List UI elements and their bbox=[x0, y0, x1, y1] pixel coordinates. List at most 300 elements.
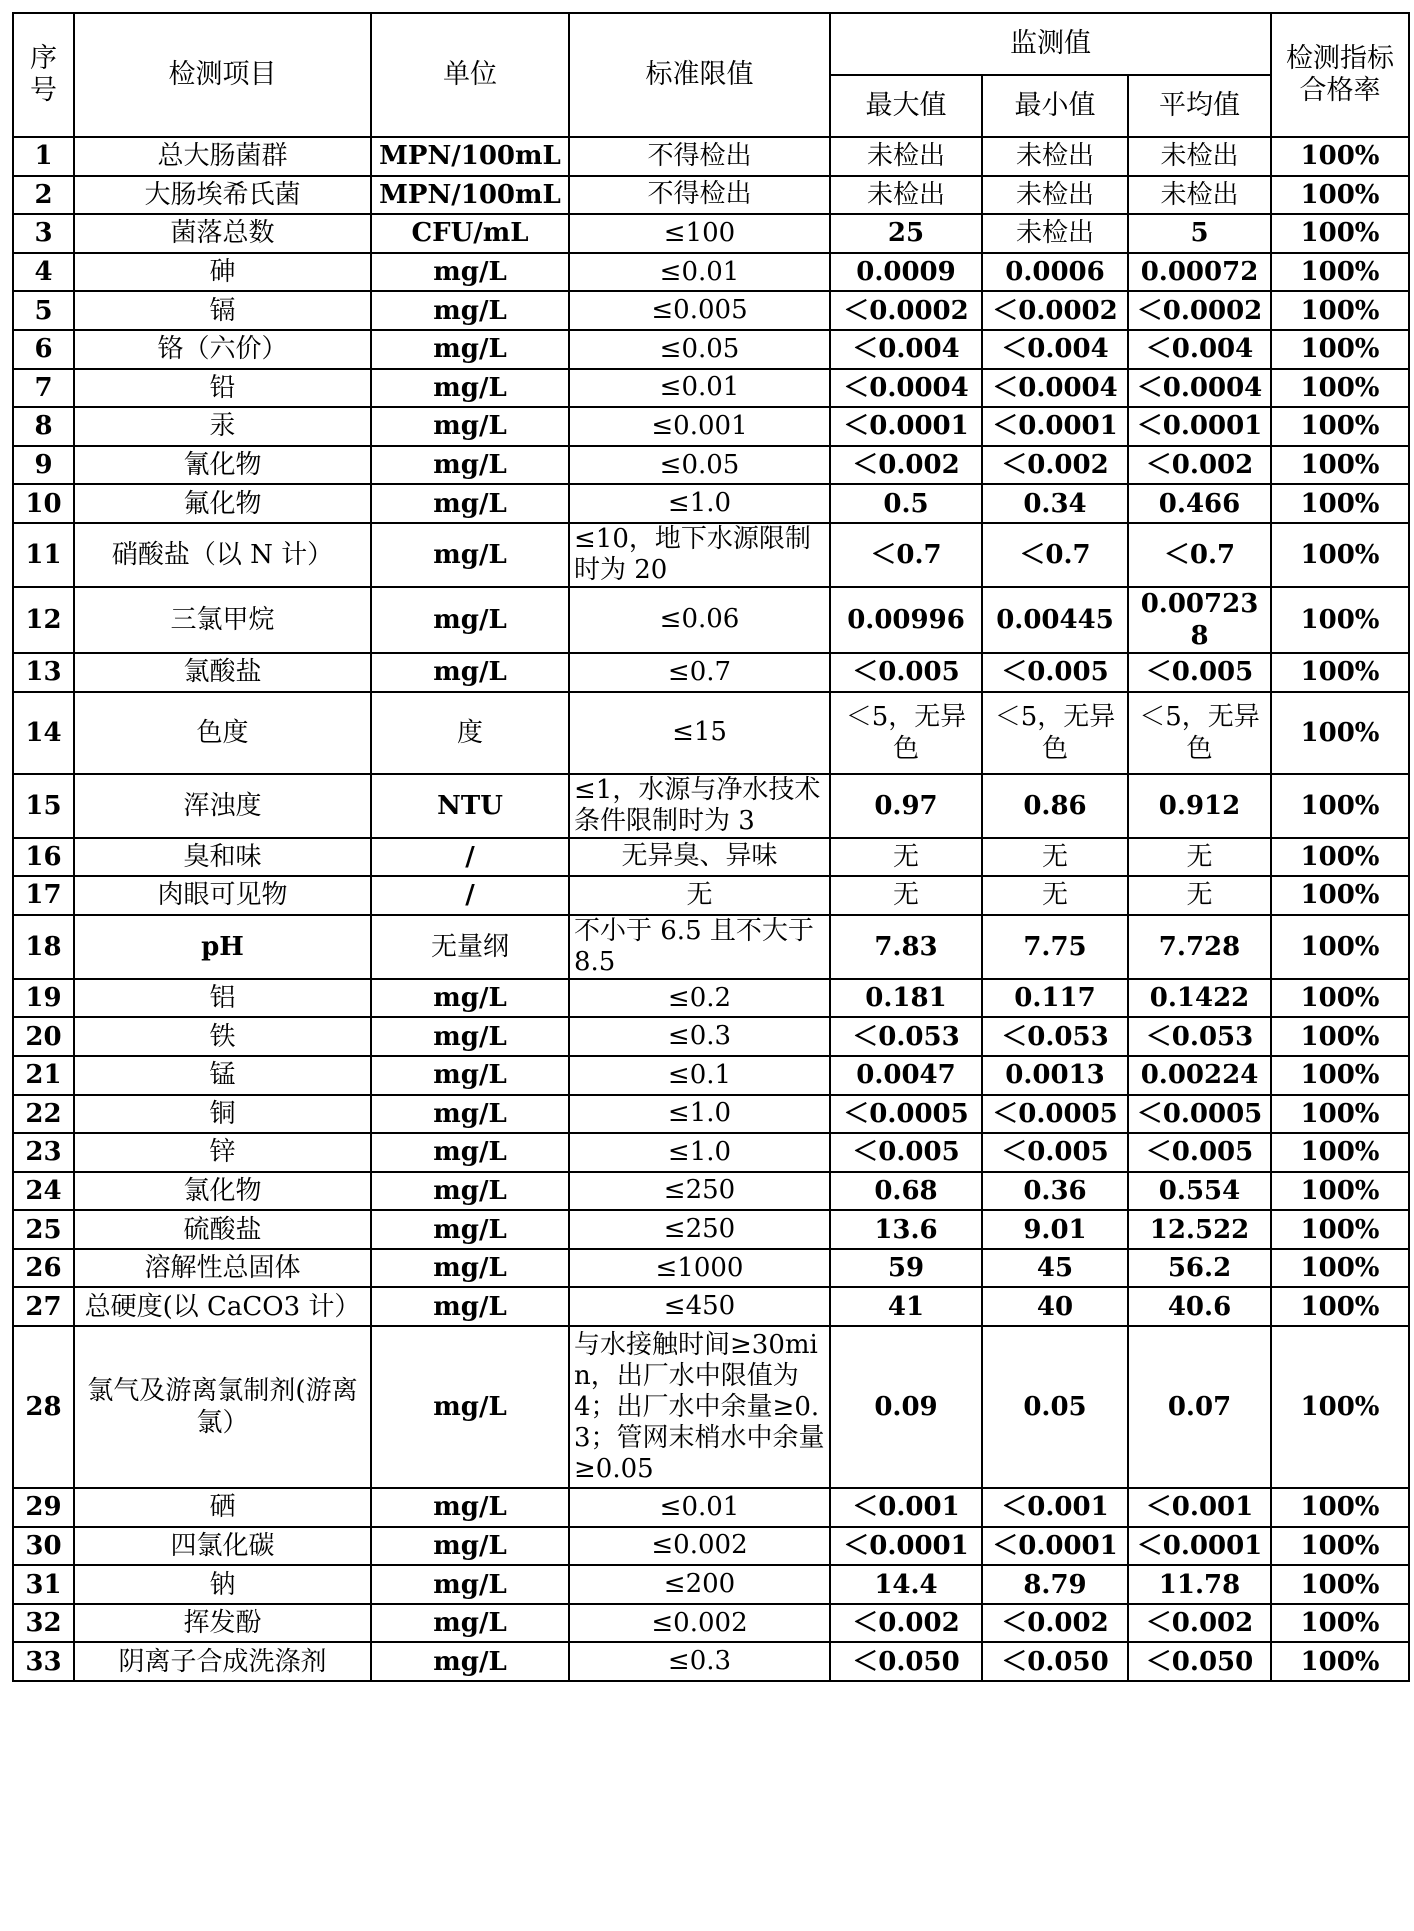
cell-pass-rate: 100% bbox=[1271, 587, 1409, 653]
cell-avg: ＜0.005 bbox=[1128, 653, 1271, 692]
cell-seq: 25 bbox=[13, 1210, 74, 1249]
table-row bbox=[13, 1287, 1409, 1326]
cell-item: 大肠埃希氏菌 bbox=[74, 176, 371, 215]
cell-standard: 无 bbox=[569, 876, 830, 915]
cell-max: 14.4 bbox=[830, 1565, 982, 1604]
cell-pass-rate: 100% bbox=[1271, 692, 1409, 774]
cell-standard: ≤0.3 bbox=[569, 1642, 830, 1681]
cell-pass-rate: 100% bbox=[1271, 876, 1409, 915]
cell-max: 13.6 bbox=[830, 1210, 982, 1249]
table-row bbox=[13, 484, 1409, 523]
cell-pass-rate: 100% bbox=[1271, 979, 1409, 1018]
table-row bbox=[13, 214, 1409, 253]
cell-standard: 不得检出 bbox=[569, 137, 830, 176]
cell-seq: 16 bbox=[13, 838, 74, 877]
cell-item: 氰化物 bbox=[74, 446, 371, 485]
table-row bbox=[13, 253, 1409, 292]
cell-pass-rate: 100% bbox=[1271, 653, 1409, 692]
cell-min: 0.117 bbox=[982, 979, 1128, 1018]
cell-seq: 2 bbox=[13, 176, 74, 215]
document-page bbox=[12, 12, 1410, 1682]
cell-avg: ＜0.7 bbox=[1128, 523, 1271, 587]
cell-item: 氯化物 bbox=[74, 1172, 371, 1211]
cell-pass-rate: 100% bbox=[1271, 1488, 1409, 1527]
cell-standard: ≤0.002 bbox=[569, 1527, 830, 1566]
cell-unit: mg/L bbox=[371, 291, 569, 330]
cell-min: ＜5，无异色 bbox=[982, 692, 1128, 774]
table-body bbox=[13, 137, 1409, 1681]
table-row bbox=[13, 369, 1409, 408]
cell-item: 氯气及游离氯制剂(游离氯） bbox=[74, 1326, 371, 1488]
header-min: 最小值 bbox=[982, 75, 1128, 137]
cell-avg: 0.00224 bbox=[1128, 1056, 1271, 1095]
cell-pass-rate: 100% bbox=[1271, 137, 1409, 176]
cell-pass-rate: 100% bbox=[1271, 253, 1409, 292]
cell-standard: ≤250 bbox=[569, 1172, 830, 1211]
cell-unit: mg/L bbox=[371, 446, 569, 485]
cell-pass-rate: 100% bbox=[1271, 1565, 1409, 1604]
cell-seq: 13 bbox=[13, 653, 74, 692]
cell-max: 25 bbox=[830, 214, 982, 253]
cell-max: ＜0.001 bbox=[830, 1488, 982, 1527]
cell-max: 0.00996 bbox=[830, 587, 982, 653]
cell-max: ＜0.005 bbox=[830, 1133, 982, 1172]
cell-min: 45 bbox=[982, 1249, 1128, 1288]
table-row bbox=[13, 915, 1409, 979]
cell-standard: ≤450 bbox=[569, 1287, 830, 1326]
cell-seq: 28 bbox=[13, 1326, 74, 1488]
cell-avg: ＜0.053 bbox=[1128, 1017, 1271, 1056]
cell-unit: mg/L bbox=[371, 369, 569, 408]
cell-min: 0.0006 bbox=[982, 253, 1128, 292]
cell-unit: mg/L bbox=[371, 1565, 569, 1604]
cell-avg: ＜0.0001 bbox=[1128, 407, 1271, 446]
cell-seq: 27 bbox=[13, 1287, 74, 1326]
cell-standard: ≤10，地下水源限制时为 20 bbox=[569, 523, 830, 587]
cell-pass-rate: 100% bbox=[1271, 1326, 1409, 1488]
cell-unit: mg/L bbox=[371, 1017, 569, 1056]
cell-max: ＜5，无异色 bbox=[830, 692, 982, 774]
cell-unit: mg/L bbox=[371, 1249, 569, 1288]
cell-seq: 19 bbox=[13, 979, 74, 1018]
cell-standard: ≤100 bbox=[569, 214, 830, 253]
cell-standard: ≤0.1 bbox=[569, 1056, 830, 1095]
cell-seq: 4 bbox=[13, 253, 74, 292]
cell-unit: mg/L bbox=[371, 407, 569, 446]
cell-unit: mg/L bbox=[371, 1488, 569, 1527]
cell-standard: ≤0.001 bbox=[569, 407, 830, 446]
cell-min: ＜0.002 bbox=[982, 446, 1128, 485]
cell-min: 未检出 bbox=[982, 137, 1128, 176]
cell-pass-rate: 100% bbox=[1271, 484, 1409, 523]
cell-seq: 24 bbox=[13, 1172, 74, 1211]
cell-unit: mg/L bbox=[371, 1095, 569, 1134]
cell-max: 未检出 bbox=[830, 137, 982, 176]
table-row bbox=[13, 1642, 1409, 1681]
cell-min: 8.79 bbox=[982, 1565, 1128, 1604]
cell-min: 7.75 bbox=[982, 915, 1128, 979]
cell-avg: ＜0.0002 bbox=[1128, 291, 1271, 330]
cell-item: 铁 bbox=[74, 1017, 371, 1056]
header-avg: 平均值 bbox=[1128, 75, 1271, 137]
cell-avg: 12.522 bbox=[1128, 1210, 1271, 1249]
cell-avg: ＜0.004 bbox=[1128, 330, 1271, 369]
cell-pass-rate: 100% bbox=[1271, 523, 1409, 587]
cell-min: 0.36 bbox=[982, 1172, 1128, 1211]
table-row bbox=[13, 176, 1409, 215]
cell-item: pH bbox=[74, 915, 371, 979]
cell-avg: 0.1422 bbox=[1128, 979, 1271, 1018]
cell-unit: mg/L bbox=[371, 484, 569, 523]
cell-item: 挥发酚 bbox=[74, 1604, 371, 1643]
cell-item: 四氯化碳 bbox=[74, 1527, 371, 1566]
cell-pass-rate: 100% bbox=[1271, 407, 1409, 446]
cell-max: ＜0.0001 bbox=[830, 1527, 982, 1566]
cell-avg: ＜0.050 bbox=[1128, 1642, 1271, 1681]
cell-standard: ≤0.2 bbox=[569, 979, 830, 1018]
cell-standard: ≤0.06 bbox=[569, 587, 830, 653]
cell-unit: MPN/100mL bbox=[371, 137, 569, 176]
cell-pass-rate: 100% bbox=[1271, 1527, 1409, 1566]
cell-seq: 26 bbox=[13, 1249, 74, 1288]
cell-pass-rate: 100% bbox=[1271, 214, 1409, 253]
cell-standard: ≤0.005 bbox=[569, 291, 830, 330]
cell-avg: ＜0.001 bbox=[1128, 1488, 1271, 1527]
cell-standard: ≤0.01 bbox=[569, 1488, 830, 1527]
table-row bbox=[13, 1172, 1409, 1211]
cell-unit: NTU bbox=[371, 774, 569, 838]
cell-seq: 22 bbox=[13, 1095, 74, 1134]
cell-avg: 0.07 bbox=[1128, 1326, 1271, 1488]
cell-max: ＜0.0004 bbox=[830, 369, 982, 408]
cell-max: 0.68 bbox=[830, 1172, 982, 1211]
cell-min: ＜0.0001 bbox=[982, 407, 1128, 446]
cell-standard: 不小于 6.5 且不大于 8.5 bbox=[569, 915, 830, 979]
cell-max: 无 bbox=[830, 876, 982, 915]
cell-seq: 7 bbox=[13, 369, 74, 408]
cell-max: ＜0.002 bbox=[830, 1604, 982, 1643]
cell-max: ＜0.0002 bbox=[830, 291, 982, 330]
cell-pass-rate: 100% bbox=[1271, 915, 1409, 979]
cell-min: 0.0013 bbox=[982, 1056, 1128, 1095]
table-row bbox=[13, 1527, 1409, 1566]
table-row bbox=[13, 446, 1409, 485]
cell-item: 臭和味 bbox=[74, 838, 371, 877]
cell-min: 未检出 bbox=[982, 214, 1128, 253]
cell-avg: ＜0.005 bbox=[1128, 1133, 1271, 1172]
cell-pass-rate: 100% bbox=[1271, 1642, 1409, 1681]
cell-item: 肉眼可见物 bbox=[74, 876, 371, 915]
cell-min: 40 bbox=[982, 1287, 1128, 1326]
table-row bbox=[13, 1056, 1409, 1095]
cell-min: ＜0.053 bbox=[982, 1017, 1128, 1056]
cell-standard: ≤1.0 bbox=[569, 484, 830, 523]
cell-standard: ≤0.01 bbox=[569, 253, 830, 292]
cell-min: ＜0.004 bbox=[982, 330, 1128, 369]
cell-standard: ≤0.3 bbox=[569, 1017, 830, 1056]
cell-standard: ≤0.7 bbox=[569, 653, 830, 692]
cell-seq: 21 bbox=[13, 1056, 74, 1095]
cell-item: 浑浊度 bbox=[74, 774, 371, 838]
table-row bbox=[13, 1249, 1409, 1288]
cell-min: ＜0.002 bbox=[982, 1604, 1128, 1643]
cell-unit: mg/L bbox=[371, 1056, 569, 1095]
cell-pass-rate: 100% bbox=[1271, 1604, 1409, 1643]
cell-seq: 33 bbox=[13, 1642, 74, 1681]
cell-item: 三氯甲烷 bbox=[74, 587, 371, 653]
cell-standard: 无异臭、异味 bbox=[569, 838, 830, 877]
cell-avg: 无 bbox=[1128, 876, 1271, 915]
cell-avg: 40.6 bbox=[1128, 1287, 1271, 1326]
table-row bbox=[13, 692, 1409, 774]
cell-standard: ≤0.002 bbox=[569, 1604, 830, 1643]
cell-item: 总大肠菌群 bbox=[74, 137, 371, 176]
cell-avg: 未检出 bbox=[1128, 176, 1271, 215]
cell-seq: 15 bbox=[13, 774, 74, 838]
cell-unit: mg/L bbox=[371, 523, 569, 587]
cell-avg: 5 bbox=[1128, 214, 1271, 253]
cell-avg: 7.728 bbox=[1128, 915, 1271, 979]
cell-seq: 30 bbox=[13, 1527, 74, 1566]
cell-pass-rate: 100% bbox=[1271, 1249, 1409, 1288]
cell-seq: 20 bbox=[13, 1017, 74, 1056]
cell-standard: ≤1，水源与净水技术条件限制时为 3 bbox=[569, 774, 830, 838]
cell-avg: ＜0.002 bbox=[1128, 1604, 1271, 1643]
cell-min: ＜0.005 bbox=[982, 653, 1128, 692]
cell-seq: 10 bbox=[13, 484, 74, 523]
cell-item: 铝 bbox=[74, 979, 371, 1018]
cell-standard: ≤0.05 bbox=[569, 446, 830, 485]
cell-standard: ≤200 bbox=[569, 1565, 830, 1604]
cell-seq: 32 bbox=[13, 1604, 74, 1643]
cell-min: ＜0.0005 bbox=[982, 1095, 1128, 1134]
table-row bbox=[13, 1326, 1409, 1488]
table-row bbox=[13, 876, 1409, 915]
table-row bbox=[13, 838, 1409, 877]
cell-unit: mg/L bbox=[371, 253, 569, 292]
header-item: 检测项目 bbox=[74, 13, 371, 137]
table-row bbox=[13, 137, 1409, 176]
cell-min: 9.01 bbox=[982, 1210, 1128, 1249]
cell-item: 菌落总数 bbox=[74, 214, 371, 253]
table-row bbox=[13, 1133, 1409, 1172]
cell-item: 锰 bbox=[74, 1056, 371, 1095]
cell-pass-rate: 100% bbox=[1271, 1056, 1409, 1095]
cell-min: 未检出 bbox=[982, 176, 1128, 215]
cell-standard: ≤15 bbox=[569, 692, 830, 774]
cell-seq: 3 bbox=[13, 214, 74, 253]
cell-standard: ≤0.05 bbox=[569, 330, 830, 369]
cell-min: ＜0.0001 bbox=[982, 1527, 1128, 1566]
cell-max: ＜0.005 bbox=[830, 653, 982, 692]
cell-seq: 14 bbox=[13, 692, 74, 774]
cell-min: ＜0.7 bbox=[982, 523, 1128, 587]
cell-pass-rate: 100% bbox=[1271, 838, 1409, 877]
table-row bbox=[13, 979, 1409, 1018]
table-row bbox=[13, 330, 1409, 369]
cell-unit: 无量纲 bbox=[371, 915, 569, 979]
cell-max: ＜0.7 bbox=[830, 523, 982, 587]
header-seq: 序号 bbox=[13, 13, 74, 137]
cell-max: 41 bbox=[830, 1287, 982, 1326]
cell-seq: 23 bbox=[13, 1133, 74, 1172]
cell-min: 0.86 bbox=[982, 774, 1128, 838]
cell-pass-rate: 100% bbox=[1271, 1210, 1409, 1249]
cell-unit: / bbox=[371, 876, 569, 915]
cell-max: 0.0047 bbox=[830, 1056, 982, 1095]
cell-item: 铜 bbox=[74, 1095, 371, 1134]
cell-avg: 0.00072 bbox=[1128, 253, 1271, 292]
cell-max: 无 bbox=[830, 838, 982, 877]
header-monitor: 监测值 bbox=[830, 13, 1271, 75]
table-row bbox=[13, 523, 1409, 587]
table-row bbox=[13, 1095, 1409, 1134]
cell-item: 总硬度(以 CaCO3 计） bbox=[74, 1287, 371, 1326]
cell-unit: mg/L bbox=[371, 330, 569, 369]
cell-item: 阴离子合成洗涤剂 bbox=[74, 1642, 371, 1681]
cell-unit: CFU/mL bbox=[371, 214, 569, 253]
cell-unit: mg/L bbox=[371, 1527, 569, 1566]
cell-min: ＜0.0002 bbox=[982, 291, 1128, 330]
cell-unit: mg/L bbox=[371, 1642, 569, 1681]
water-quality-table bbox=[12, 12, 1410, 1682]
table-row bbox=[13, 653, 1409, 692]
cell-max: ＜0.002 bbox=[830, 446, 982, 485]
cell-min: ＜0.005 bbox=[982, 1133, 1128, 1172]
cell-unit: mg/L bbox=[371, 587, 569, 653]
cell-max: 未检出 bbox=[830, 176, 982, 215]
cell-item: 锌 bbox=[74, 1133, 371, 1172]
cell-pass-rate: 100% bbox=[1271, 446, 1409, 485]
cell-seq: 1 bbox=[13, 137, 74, 176]
table-row bbox=[13, 587, 1409, 653]
cell-unit: mg/L bbox=[371, 1172, 569, 1211]
header-unit: 单位 bbox=[371, 13, 569, 137]
cell-item: 汞 bbox=[74, 407, 371, 446]
cell-max: 59 bbox=[830, 1249, 982, 1288]
cell-max: 0.181 bbox=[830, 979, 982, 1018]
cell-unit: mg/L bbox=[371, 1326, 569, 1488]
cell-item: 铬（六价） bbox=[74, 330, 371, 369]
cell-pass-rate: 100% bbox=[1271, 1133, 1409, 1172]
table-row bbox=[13, 1604, 1409, 1643]
cell-avg: ＜5，无异色 bbox=[1128, 692, 1271, 774]
cell-min: 无 bbox=[982, 838, 1128, 877]
cell-max: 7.83 bbox=[830, 915, 982, 979]
cell-standard: ≤250 bbox=[569, 1210, 830, 1249]
table-row bbox=[13, 1488, 1409, 1527]
cell-item: 硝酸盐（以 N 计） bbox=[74, 523, 371, 587]
cell-avg: 0.466 bbox=[1128, 484, 1271, 523]
cell-item: 砷 bbox=[74, 253, 371, 292]
table-row bbox=[13, 1017, 1409, 1056]
cell-min: 无 bbox=[982, 876, 1128, 915]
cell-pass-rate: 100% bbox=[1271, 1287, 1409, 1326]
cell-unit: / bbox=[371, 838, 569, 877]
cell-min: ＜0.001 bbox=[982, 1488, 1128, 1527]
cell-item: 镉 bbox=[74, 291, 371, 330]
header-pass-rate: 检测指标合格率 bbox=[1271, 13, 1409, 137]
cell-avg: 0.007238 bbox=[1128, 587, 1271, 653]
cell-pass-rate: 100% bbox=[1271, 1095, 1409, 1134]
cell-item: 钠 bbox=[74, 1565, 371, 1604]
cell-pass-rate: 100% bbox=[1271, 369, 1409, 408]
cell-standard: ≤0.01 bbox=[569, 369, 830, 408]
cell-standard: ≤1000 bbox=[569, 1249, 830, 1288]
cell-max: ＜0.053 bbox=[830, 1017, 982, 1056]
cell-avg: 无 bbox=[1128, 838, 1271, 877]
cell-avg: ＜0.0005 bbox=[1128, 1095, 1271, 1134]
cell-pass-rate: 100% bbox=[1271, 774, 1409, 838]
cell-seq: 29 bbox=[13, 1488, 74, 1527]
cell-avg: 0.554 bbox=[1128, 1172, 1271, 1211]
cell-seq: 17 bbox=[13, 876, 74, 915]
cell-item: 氯酸盐 bbox=[74, 653, 371, 692]
cell-pass-rate: 100% bbox=[1271, 330, 1409, 369]
header-standard: 标准限值 bbox=[569, 13, 830, 137]
cell-seq: 18 bbox=[13, 915, 74, 979]
cell-pass-rate: 100% bbox=[1271, 1172, 1409, 1211]
table-row bbox=[13, 1565, 1409, 1604]
cell-seq: 5 bbox=[13, 291, 74, 330]
cell-unit: mg/L bbox=[371, 1210, 569, 1249]
cell-avg: ＜0.0004 bbox=[1128, 369, 1271, 408]
cell-seq: 11 bbox=[13, 523, 74, 587]
cell-min: 0.05 bbox=[982, 1326, 1128, 1488]
cell-item: 铅 bbox=[74, 369, 371, 408]
cell-pass-rate: 100% bbox=[1271, 1017, 1409, 1056]
cell-standard: ≤1.0 bbox=[569, 1133, 830, 1172]
cell-unit: mg/L bbox=[371, 1287, 569, 1326]
cell-item: 硫酸盐 bbox=[74, 1210, 371, 1249]
cell-avg: ＜0.002 bbox=[1128, 446, 1271, 485]
cell-min: 0.00445 bbox=[982, 587, 1128, 653]
table-row bbox=[13, 774, 1409, 838]
cell-seq: 8 bbox=[13, 407, 74, 446]
cell-max: 0.09 bbox=[830, 1326, 982, 1488]
cell-unit: mg/L bbox=[371, 979, 569, 1018]
table-row bbox=[13, 291, 1409, 330]
cell-seq: 6 bbox=[13, 330, 74, 369]
cell-avg: 11.78 bbox=[1128, 1565, 1271, 1604]
header-max: 最大值 bbox=[830, 75, 982, 137]
cell-max: 0.97 bbox=[830, 774, 982, 838]
cell-max: ＜0.0001 bbox=[830, 407, 982, 446]
cell-pass-rate: 100% bbox=[1271, 176, 1409, 215]
cell-min: ＜0.0004 bbox=[982, 369, 1128, 408]
cell-avg: 0.912 bbox=[1128, 774, 1271, 838]
cell-item: 溶解性总固体 bbox=[74, 1249, 371, 1288]
cell-max: 0.0009 bbox=[830, 253, 982, 292]
cell-unit: MPN/100mL bbox=[371, 176, 569, 215]
cell-unit: mg/L bbox=[371, 1133, 569, 1172]
cell-min: ＜0.050 bbox=[982, 1642, 1128, 1681]
table-header bbox=[13, 13, 1409, 137]
cell-item: 色度 bbox=[74, 692, 371, 774]
cell-max: ＜0.0005 bbox=[830, 1095, 982, 1134]
table-row bbox=[13, 407, 1409, 446]
cell-pass-rate: 100% bbox=[1271, 291, 1409, 330]
cell-min: 0.34 bbox=[982, 484, 1128, 523]
cell-seq: 12 bbox=[13, 587, 74, 653]
cell-avg: 未检出 bbox=[1128, 137, 1271, 176]
cell-unit: mg/L bbox=[371, 653, 569, 692]
cell-max: ＜0.004 bbox=[830, 330, 982, 369]
cell-seq: 9 bbox=[13, 446, 74, 485]
cell-avg: 56.2 bbox=[1128, 1249, 1271, 1288]
cell-max: ＜0.050 bbox=[830, 1642, 982, 1681]
cell-item: 硒 bbox=[74, 1488, 371, 1527]
